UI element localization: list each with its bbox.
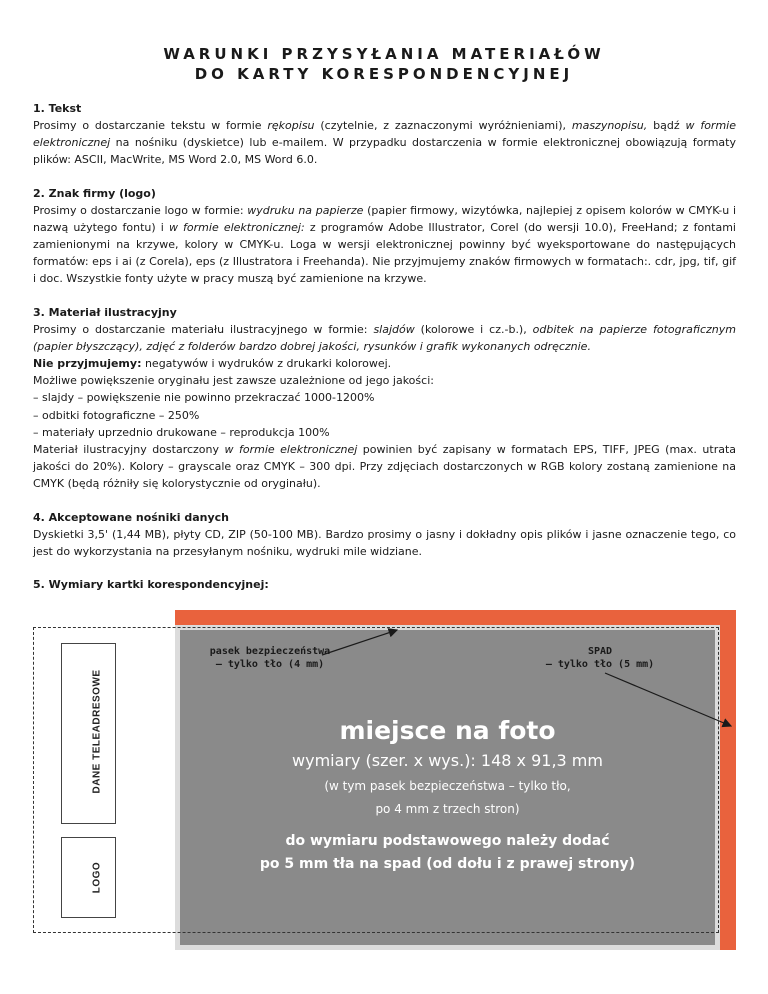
label-line: SPAD bbox=[587, 646, 613, 657]
text: na nośniku (dyskietce) lub e-mailem. W przypadku dostarczenia w formie elektronicznej obowiązują formaty plików: ASCII, MacWrite, MS Word 2.0, MS Word 6.0. bbox=[33, 136, 736, 167]
address-box-label: DANE TELEADRESOWE bbox=[91, 669, 103, 794]
text: z programów Adobe Illustrator, Corel (do wersji 10.0), FreeHand; z fontami zamienionymi na krzywe, kolory w CMYK-u. Loga w wersji elektronicznej powinny być wyeksportowane do następujących formatów: eps i ai (z Corela), eps (z Illustratora i Freehanda). Nie przyjmujemy znaków firmowych w formatach:. cdr, jpg, tif, gif i doc. Wszystkie fonty użyte w pracy muszą być zamienione na krzywe. bbox=[33, 220, 736, 286]
note-line: po 4 mm z trzech stron) bbox=[375, 802, 520, 816]
list-item: – odbitki fotograficzne – 250% bbox=[33, 408, 200, 422]
section-heading: 3. Materiał ilustracyjny bbox=[33, 305, 177, 319]
instruction-line: do wymiaru podstawowego należy dodać bbox=[285, 833, 610, 849]
text-italic: odbitek na papierze fotograficznym (papier błyszczący), zdjęć z folderów bardzo dobrej jakości, rysunków i grafik wykonanych odręcznie. bbox=[33, 322, 736, 353]
label-line: pasek bezpieczeństwa bbox=[209, 646, 331, 657]
section-heading: 1. Tekst bbox=[33, 102, 82, 115]
section-heading: 4. Akceptowane nośniki danych bbox=[33, 510, 229, 524]
note-line: (w tym pasek bezpieczeństwa – tylko tło, bbox=[324, 779, 571, 793]
instruction-line: po 5 mm tła na spad (od dołu i z prawej strony) bbox=[259, 856, 636, 872]
text: Prosimy o dostarczanie materiału ilustracyjnego w formie: bbox=[33, 322, 374, 336]
text-bold: Nie przyjmujemy: bbox=[33, 357, 142, 371]
logo-box-label: LOGO bbox=[91, 861, 103, 894]
paragraph: Dyskietki 3,5' (1,44 MB), płyty CD, ZIP (50-100 MB). Bardzo prosimy o jasny i dokładny opis plików i jasne oznaczenie tego, co jest do wykorzystania na przesyłanym nośniku, wydruki mile widziane. bbox=[33, 527, 736, 558]
label-line: – tylko tło (4 mm) bbox=[215, 659, 325, 670]
text: Prosimy o dostarczanie logo w formie: bbox=[33, 203, 248, 217]
text-italic: rękopisu bbox=[267, 119, 315, 132]
title-line-2: DO KARTY KORESPONDENCYJNEJ bbox=[194, 65, 574, 83]
photo-dimensions: wymiary (szer. x wys.): 148 x 91,3 mm bbox=[292, 751, 603, 770]
section-heading: 5. Wymiary kartki korespondencyjnej: bbox=[33, 578, 269, 592]
text: Materiał ilustracyjny dostarczony bbox=[33, 443, 225, 457]
title-line-1: WARUNKI PRZYSYŁANIA MATERIAŁÓW bbox=[163, 45, 605, 63]
text-italic: w formie elektronicznej: bbox=[168, 220, 305, 234]
text: (czytelnie, z zaznaczonymi wyróżnieniami), bbox=[314, 119, 572, 132]
label-line: – tylko tło (5 mm) bbox=[545, 659, 655, 670]
list-item: – materiały uprzednio drukowane – reprodukcja 100% bbox=[33, 425, 330, 439]
text-italic: w formie elektronicznej bbox=[224, 443, 358, 457]
text-italic: maszynopisu, bbox=[571, 119, 648, 132]
text: powinien być zapisany w formatach EPS, TIFF, JPEG (max. utrata jakości do 20%). Kolory – grayscale oraz CMYK – 300 dpi. Przy zdjęciach dostarczonych w RGB kolory zostaną zamienione na CMYK (będą różniły się kolorystycznie od oryginału). bbox=[33, 443, 737, 491]
bleed-instruction bbox=[180, 830, 715, 876]
text: bądź bbox=[647, 119, 686, 132]
text-italic: slajdów bbox=[373, 322, 415, 336]
safety-arrow bbox=[322, 630, 397, 655]
text: (papier firmowy, wizytówka, najlepiej z opisem kolorów w CMYK-u i nazwą użytego fontu) i bbox=[33, 203, 736, 234]
text: Prosimy o dostarczanie tekstu w formie bbox=[33, 119, 268, 132]
photo-note bbox=[180, 775, 715, 821]
text: negatywów i wydruków z drukarki kolorowej. bbox=[141, 357, 392, 371]
paragraph: Możliwe powiększenie oryginału jest zawsze uzależnione od jego jakości: bbox=[33, 374, 434, 388]
list-item: – slajdy – powiększenie nie powinno przekraczać 1000-1200% bbox=[33, 391, 375, 405]
text: (kolorowe i cz.-b.), bbox=[414, 322, 533, 336]
text-italic: wydruku na papierze bbox=[247, 203, 364, 217]
photo-placeholder-title: miejsce na foto bbox=[339, 716, 556, 745]
section-heading: 2. Znak firmy (logo) bbox=[33, 186, 156, 200]
text-italic: w formie elektronicznej bbox=[33, 119, 736, 150]
